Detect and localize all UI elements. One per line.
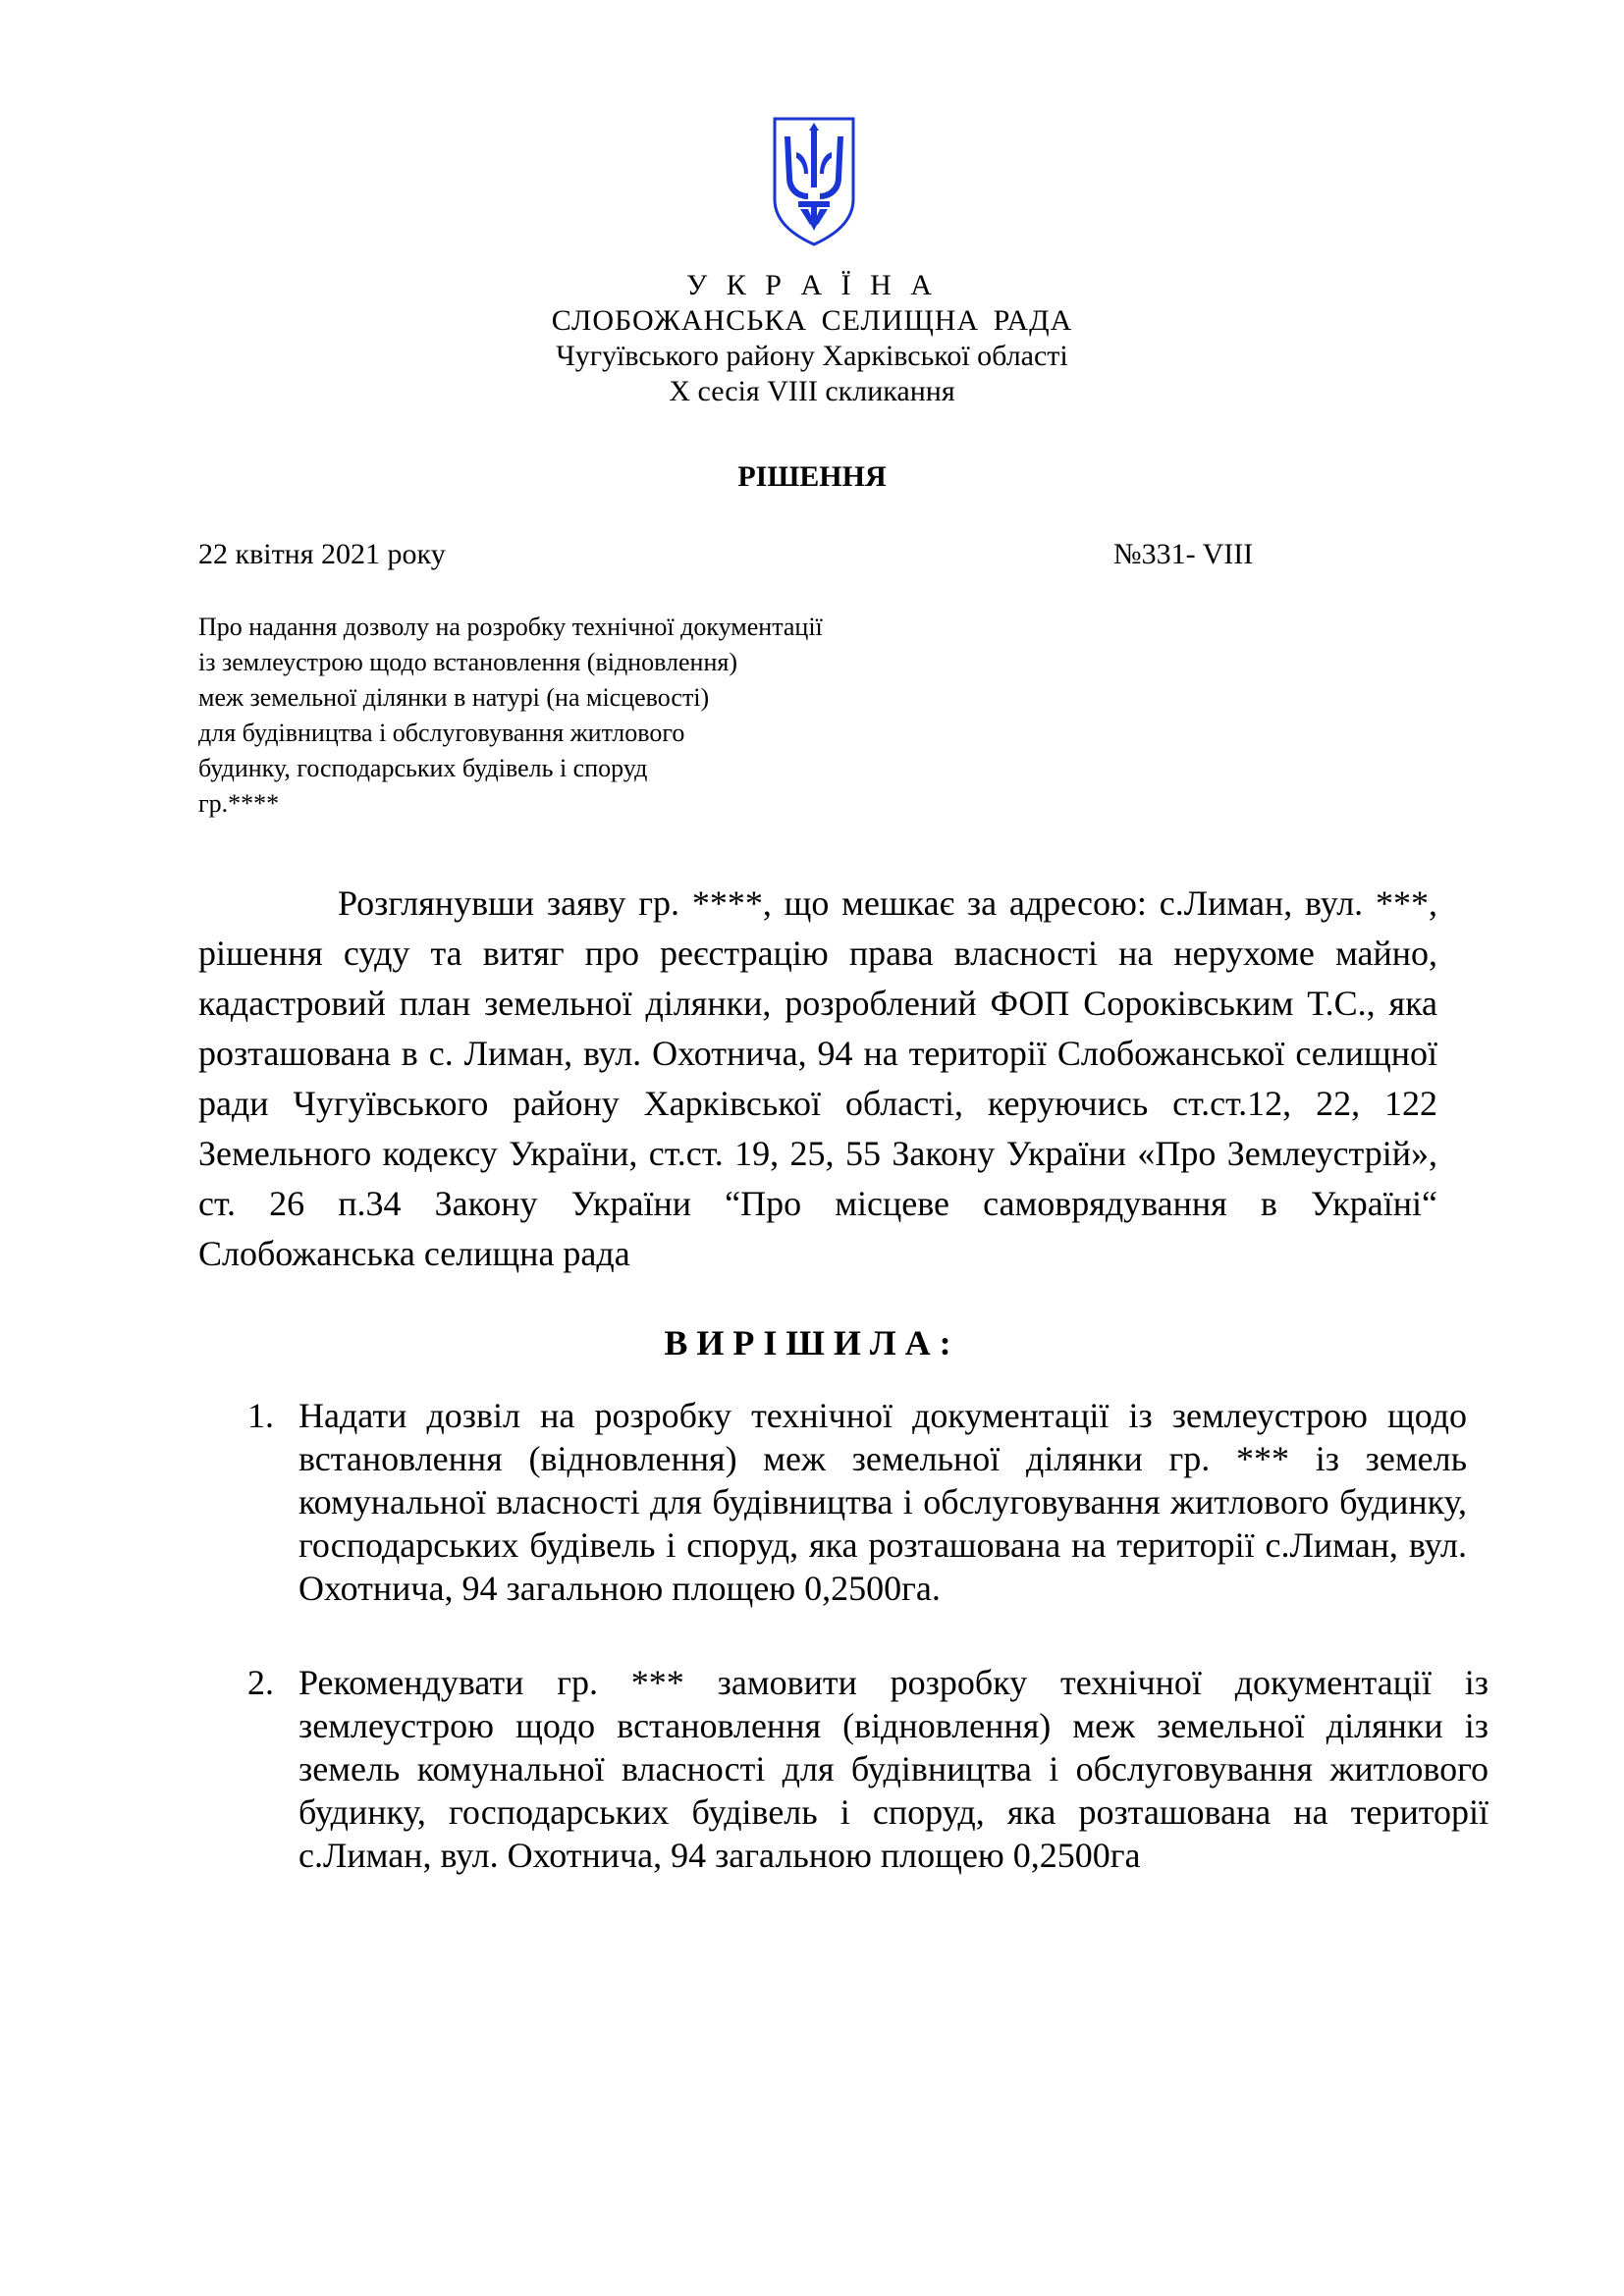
subject-line: гр.**** <box>198 789 280 818</box>
session-name: Х сесія VIII скликання <box>669 375 955 407</box>
subject-line: меж земельної ділянки в натурі (на місцевості) <box>198 683 710 712</box>
item-number: 1. <box>247 1396 274 1435</box>
item-text: Надати дозвіл на розробку технічної документації із землеустрою щодо встановлення (відновлення) меж земельної ділянки гр. *** із земель комунальної власності для будівництва і обслуговування житлового будинку, господарських будівель і споруд, яка розташована на території с.Лиман, вул. Охотнича, 94 загальною площею 0,2500га. <box>298 1396 1467 1608</box>
subject-line: із землеустрою щодо встановлення (відновлення) <box>198 648 737 676</box>
subject-line: будинку, господарських будівель і споруд <box>198 754 648 782</box>
country-name: У К Р А Ї Н А <box>686 269 938 301</box>
decision-number: №331- VIII <box>1113 538 1254 570</box>
district-name: Чугуївського району Харківської області <box>556 340 1068 372</box>
subject-line: Про надання дозволу на розробку технічної документації <box>198 613 823 641</box>
decision-items <box>247 1394 1489 1877</box>
council-name: СЛОБОЖАНСЬКА СЕЛИЩНА РАДА <box>551 304 1073 337</box>
document-header <box>0 268 1624 409</box>
item-number: 2. <box>247 1663 274 1702</box>
coat-of-arms-icon <box>771 115 857 248</box>
decision-date: 22 квітня 2021 року <box>198 538 446 570</box>
item-text: Рекомендувати гр. *** замовити розробку технічної документації із землеустрою щодо встановлення (відновлення) меж земельної ділянки із земель комунальної власності для будівництва і обслуговування житлового будинку, господарських будівель і споруд, яка розташована на території с.Лиман, вул. Охотнича, 94 загальною площею 0,2500га <box>298 1663 1489 1875</box>
document-title: РІШЕННЯ <box>737 460 887 493</box>
decision-item <box>247 1661 1489 1877</box>
decision-item <box>247 1394 1467 1610</box>
decision-subject <box>198 610 823 822</box>
resolved-heading: ВИРІШИЛА: <box>664 1323 960 1362</box>
subject-line: для будівництва і обслуговування житлового <box>198 719 685 747</box>
preamble-paragraph: Розглянувши заяву гр. ****, що мешкає за адресою: с.Лиман, вул. ***, рішення суду та витяг про реєстрацію права власності на нерухоме майно, кадастровий план земельної ділянки, розроблений ФОП Сороківським Т.С., яка розташована в с. Лиман, вул. Охотнича, 94 на території Слобожанської селищної ради Чугуївського району Харківської області, керуючись ст.ст.12, 22, 122 Земельного кодексу України, ст.ст. 19, 25, 55 Закону України «Про Землеустрій», ст. 26 п.34 Закону України “Про місцеве самоврядування в Україні“ Слобожанська селищна рада <box>198 883 1437 1273</box>
